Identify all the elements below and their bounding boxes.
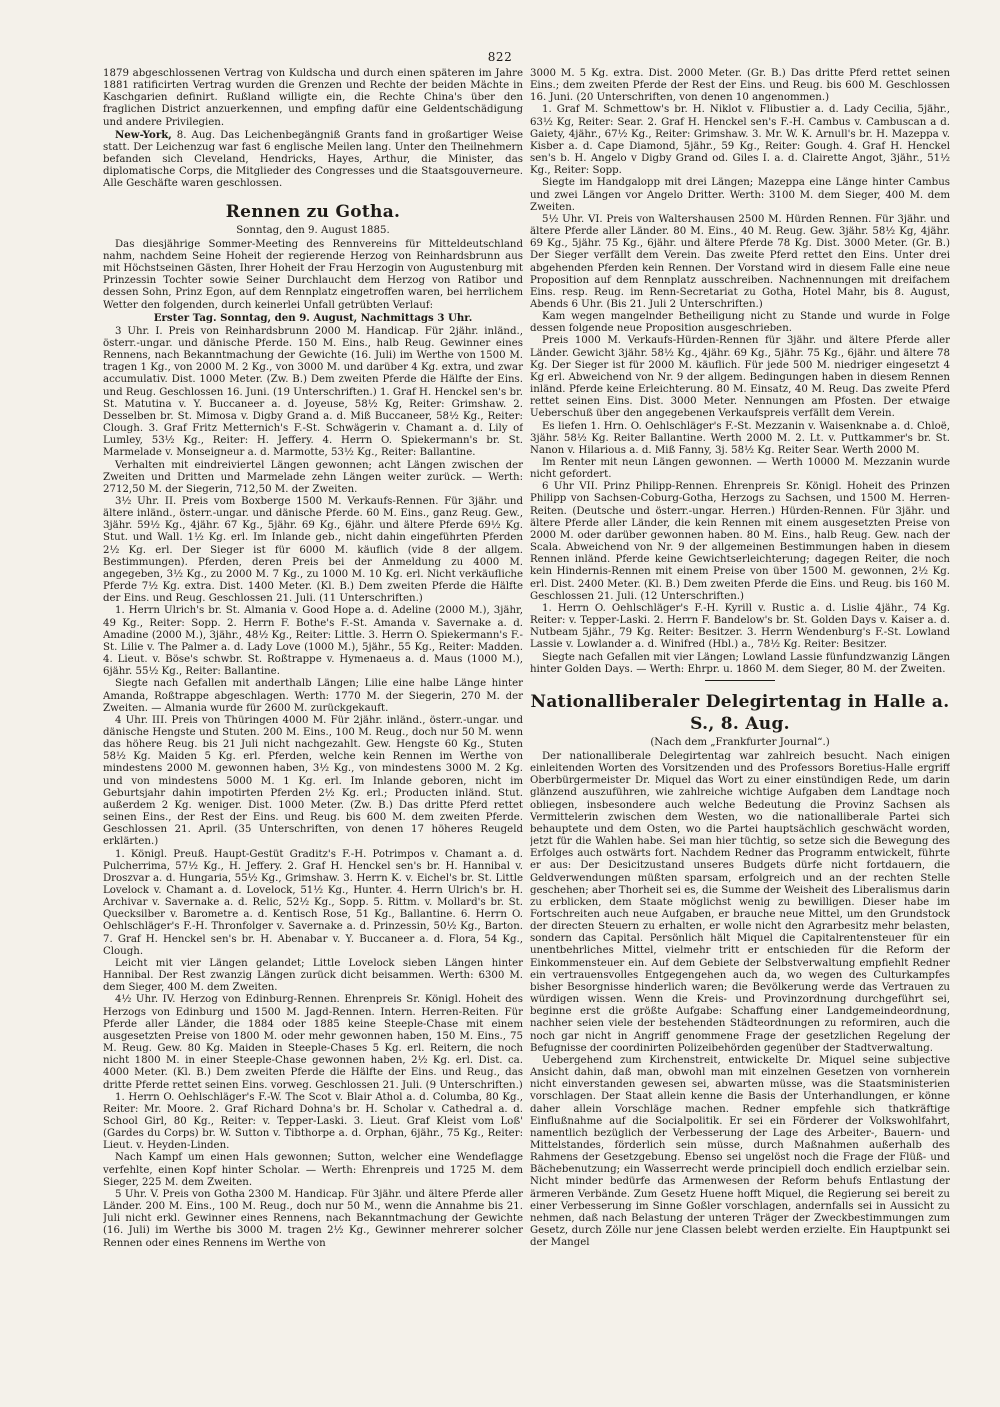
news-item-new-york <box>103 129 523 191</box>
nl-paragraph-1: Der nationalliberale Delegirtentag war zahlreich besucht. Nach einigen einleitenden Worten des Vorsitzenden und des Professors Boretius-Halle ergriff Oberbürgermeister Dr. Miquel das Wort zu einer einstündigen Rede, um darin glänzend auszuführen, wie zahlreiche wichtige Aufgaben dem Landtage noch obliegen, insbesondere auch welche Bedeutung die Provinz Sachsen als Vermittelerin zwischen dem Westen, wo die nationalliberale Partei sich behauptete und dem Osten, wo die Partei hauptsächlich geschwächt worden, jetzt für die Wahlen habe. Sei man hier tüchtig, so setze sich die Bewegung des Erfolges auch ostwärts fort. Nachdem Redner das Programm entwickelt, führte er aus: Der Desicitzustand unseres Budgets dürfe nicht fortdauern, die Geldverwendungen müßten sparsam, erfolgreich und an der rechten Stelle geschehen; aber Thorheit sei es, die Summe der Weisheit des Liberalismus darin zu erblicken, dem Staate möglichst wenig zu bewilligen. Dieser habe im Fortschreiten auch neue Aufgaben, er brauche neue Mittel, um den Grundstock der directen Steuern zu erhalten, er wolle nicht den Agrarbesitz mehr belasten, sondern das Capital. Persönlich hält Miquel die Capitalrentensteuer für ein unentbehrliches Mittel, vielmehr tritt er entschieden für die Reform der Einkommensteuer ein. Auf dem Gebiete der Selbstverwaltung empfiehlt Redner ein vertrauensvolles Entgegengehen auch da, wo wegen des Culturkampfes bisher Besorgnisse hinderlich waren; die Bevölkerung werde das Vertrauen zu würdigen wissen. Wenn die Kreis- und Provinzordnung durchgeführt sei, beginne erst die größte Aufgabe: Schaffung einer Landgemeindeordnung, nachher seien viele der bestehenden Städteordnungen zu reformiren, auch die noch gar nicht in Angriff genommene Frage der gesetzlichen Regelung der Befugnisse der coordinirten Polizeibehörden gegenüber der Stadtverwaltung. <box>530 750 950 1054</box>
dateline-new-york: New-York, <box>115 128 172 141</box>
race-5-conditions: 5 Uhr. V. Preis von Gotha 2300 M. Handicap. Für 3jähr. und ältere Pferde aller Länder. 200 M. Eins., 100 M. Reug., doch nur 50 M., wenn die Annahme bis 21. Juli nicht erkl. Gewinner eines Rennens, nach Bekanntmachung der Gewichte (16. Juli) im Werthe bis 3000 M. tragen 2½ Kg., Gewinner mehrerer solcher Rennen oder eines Rennens im Werthe von <box>103 1188 523 1249</box>
race-3-conditions: 4 Uhr. III. Preis von Thüringen 4000 M. Für 2jähr. inländ., österr.-ungar. und dänische Hengste und Stuten. 200 M. Eins., 100 M. Reug., doch nur 50 M. wenn das höhere Reug. bis 21 Juli nicht nachgezahlt. Gew. Hengste 60 Kg., Stuten 58½ Kg. Maiden 5 Kg. erl. Pferden, welche kein Rennen im Werthe von mindestens 2000 M. gewonnen haben, 3½ Kg., von mindestens 3000 M. 2 Kg. und von mindestens 5000 M. 1 Kg. erl. Im Inlande geboren, nicht im Geburtsjahr dahin impotirten Pferden 2½ Kg. erl.; Producten inländ. Stut. außerdem 2 Kg. weniger. Dist. 1000 Meter. (Zw. B.) Das dritte Pferd rettet seinen Eins., der Rest der Eins. und Reug. bis 600 M. dem zweiten Pferde. Geschlossen 21. April. (35 Unterschriften, von denen 17 höheres Reugeld erklärten.) <box>103 714 523 848</box>
race-3-result: Leicht mit vier Längen gelandet; Little Lovelock sieben Längen hinter Hannibal. Der Rest zwanzig Längen zurück dicht beisammen. Werth: 6300 M. dem Sieger, 400 M. dem Zweiten. <box>103 957 523 994</box>
race-1-conditions: 3 Uhr. I. Preis von Reinhardsbrunn 2000 M. Handicap. Für 2jähr. inländ., österr.-ungar. und dänische Pferde. 150 M. Eins., halb Reug. Gewinner eines Rennens, nach Bekanntmachung der Gewichte (16. Juli) im Werthe von 1500 M. tragen 1 Kg., von 2000 M. 2 Kg., von 3000 M. und darüber 4 Kg. extra, und zwar accumulativ. Dist. 1000 Meter. (Zw. B.) Dem zweiten Pferde die Hälfte der Eins. und Reug. Geschlossen 16. Juni. (19 Unterschriften.) 1. Graf H. Henckel sen's br. St. Matutina v. Y. Buccaneer a. d. Joyeuse, 58½ Kg, Reiter: Grimshaw. 2. Desselben br. St. Mimosa v. Digby Grand a. d. Miß Buccaneer, 58½ Kg., Reiter: Clough. 3. Graf Fritz Metternich's F.-St. Schwägerin v. Chamant a. d. Lily of Lumley, 53½ Kg., Reiter: H. Jeffery. 4. Herrn O. Spiekermann's br. St. Marmelade v. Monseigneur a. d. Marmotte, 53½ Kg., Reiter: Ballantine. <box>103 325 523 459</box>
race-6b-result: Im Renter mit neun Längen gewonnen. — Werth 10000 M. Mezzanin wurde nicht gefordert. <box>530 457 950 481</box>
race-2-result: Siegte nach Gefallen mit anderthalb Längen; Lilie eine halbe Länge hinter Amanda, Roßtrappe abgeschlagen. Werth: 1770 M. der Siegerin, 270 M. der Zweiten. — Almania wurde für 2600 M. zurückgekauft. <box>103 678 523 714</box>
race-1-result: Verhalten mit eindreiviertel Längen gewonnen; acht Längen zwischen der Zweiten und Dritten und Marmelade zehn Längen weiter zurück. — Werth: 2712,50 M. der Siegerin, 712,50 M. der Zweiten. <box>103 459 523 495</box>
race-6b-conditions: Preis 1000 M. Verkaufs-Hürden-Rennen für 3jähr. und ältere Pferde aller Länder. Gewicht 3jähr. 58½ Kg., 4jähr. 69 Kg., 5jähr. 75 Kg., 6jähr. und ältere 78 Kg. Der Sieger ist für 2000 M. käuflich. Für jede 500 M. niedriger eingesetzt 4 Kg erl. Abweichend von Nr. 9 der allgem. Bedingungen haben in diesem Rennen inländ. Pferde keine Erleichterung. 80 M. Einsatz, 40 M. Reug. Das zweite Pferd rettet seinen Eins. Dist. 3000 Meter. Nennungen am Pfosten. Der etwaige Ueberschuß über den angegebenen Verkaufspreis verfällt dem Verein. <box>530 335 950 420</box>
race-4-conditions: 4½ Uhr. IV. Herzog von Edinburg-Rennen. Ehrenpreis Sr. Königl. Hoheit des Herzogs von Edinburg und 1500 M. Jagd-Rennen. Intern. Herren-Reiten. Für Pferde aller Länder, die 1884 oder 1885 keine Steeple-Chase mit einem ausgesetzten Preise von 1800 M. oder mehr gewonnen haben, 150 M. Eins., 75 M. Reug. Gew. 80 Kg. Maiden in Steeple-Chases 5 Kg. erl. Reitern, die noch nicht 1800 M. in einer Steeple-Chase gewonnen haben, 2½ Kg. erl. Dist. ca. 4000 Meter. (Kl. B.) Dem zweiten Pferde die Hälfte der Eins. und Reug., das dritte Pferde rettet seinen Eins. vorweg. Geschlossen 21. Juli. (9 Unterschriften.) <box>103 994 523 1091</box>
race-2-field: 1. Herrn Ulrich's br. St. Almania v. Good Hope a. d. Adeline (2000 M.), 3jähr, 49 Kg., Reiter: Sopp. 2. Herrn F. Bothe's F.-St. Amanda v. Savernake a. d. Amadine (2000 M.), 3jähr., 48½ Kg., Reiter: Little. 3. Herrn O. Spiekermann's F.-St. Lilie v. The Palmer a. d. Lady Love (1000 M.), 5jähr., 55 Kg., Reiter: Madden. 4. Lieut. v. Böse's schwbr. St. Roßtrappe v. Hymenaeus a. d. Maus (1000 M.), 6jähr. 55½ Kg., Reiter: Ballantine. <box>103 605 523 678</box>
race-7-result: Siegte nach Gefallen mit vier Längen; Lowland Lassie fünfundzwanzig Längen hinter Golden Days. — Werth: Ehrpr. u. 1860 M. dem Sieger, 80 M. der Zweiten. <box>530 651 950 675</box>
section-date: Sonntag, den 9. August 1885. <box>236 224 390 236</box>
news-text-new-york: 8. Aug. Das Leichenbegängniß Grants fand in großartiger Weise statt. Der Leichenzug war fast 6 englische Meilen lang. Unter den Theilnehmern befanden sich Cleveland, Hendricks, Hayes, Arthur, die Minister, das diplomatische Corps, die Mitglieder des Congresses und die Staatsgouverneure. Alle Geschäfte waren geschlossen. <box>103 129 523 190</box>
left-column <box>103 68 523 1368</box>
race-3-field: 1. Königl. Preuß. Haupt-Gestüt Graditz's F.-H. Potrimpos v. Chamant a. d. Pulcherrima, 57½ Kg., H. Jeffery. 2. Graf H. Henckel sen's br. H. Hannibal v. Droszvar a. d. Hungaria, 55½ Kg., Grimshaw. 3. Herrn K. v. Eichel's br. St. Little Lovelock v. Chamant a. d. Lovelock, 51½ Kg., Hunter. 4. Herrn Ulrich's br. H. Archivar v. Savernake a. d. Relic, 52½ Kg., Sopp. 5. Rittm. v. Mollard's br. St. Quecksilber v. Barometre a. d. Kentisch Rose, 51 Kg., Ballantine. 6. Herrn O. Oehlschläger's F.-H. Thronfolger v. Savernake a. d. Prinzessin, 50½ Kg., Barton. 7. Graf H. Henckel sen's br. H. Abenabar v. Y. Buccaneer a. d. Flora, 54 Kg., Clough. <box>103 848 523 957</box>
day-heading: Erster Tag. Sonntag, den 9. August, Nachmittags 3 Uhr. <box>153 311 473 324</box>
article-continuation: 1879 abgeschlossenen Vertrag von Kuldscha und durch einen späteren im Jahre 1881 ratificirten Vertrag wurden die Grenzen und Rechte der beiden Mächte in Kaschgarien definirt. Rußland willigte ein, die Rechte China's über den fraglichen District anzuerkennen, und empfing dafür eine Geldentschädigung und andere Privilegien. <box>103 68 523 128</box>
race-4-field: 1. Herrn O. Oehlschläger's F.-W. The Scot v. Blair Athol a. d. Columba, 80 Kg., Reiter: Mr. Moore. 2. Graf Richard Dohna's br. H. Scholar v. Cathedral a. d. School Girl, 80 Kg., Reiter: v. Tepper-Laski. 3. Lieut. Graf Kleist vom Loß' (Gardes du Corps) br. W. Sutton v. Tibthorpe a. d. Orphan, 6jähr., 75 Kg., Reiter: Lieut. v. Heyden-Linden. <box>103 1091 523 1152</box>
section-title-nationalliberal: Nationalliberaler Delegirtentag in Halle a. S., 8. Aug. <box>530 691 950 734</box>
race-meeting-intro: Das diesjährige Sommer-Meeting des Rennvereins für Mitteldeutschland nahm, nachdem Seine Hoheit der regierende Herzog von Reinhardsbrunn aus mit Höchstseinen Gästen, Ihrer Hoheit der Frau Herzogin von Augustenburg mit Prinzessin Tochter sowie Seiner Durchlaucht dem Herzog von Ratibor und dessen Sohn, Prinz Egon, auf dem Rennplatz eingetroffen waren, bei herrlichem Wetter den folgenden, durch keinerlei Unfall getrübten Verlauf: <box>103 238 523 311</box>
section-source: (Nach dem „Frankfurter Journal“.) <box>650 736 830 748</box>
right-column <box>530 68 950 1368</box>
section-divider <box>705 680 775 681</box>
race-2-conditions: 3½ Uhr. II. Preis vom Boxberge 1500 M. Verkaufs-Rennen. Für 3jähr. und ältere inländ., österr.-ungar. und dänische Pferde. 60 M. Eins., ganz Reug. Gew., 3jähr. 59½ Kg., 4jähr. 67 Kg., 5jähr. 69 Kg., 6jähr. und ältere Pferde 69½ Kg. Stut. und Wall. 1½ Kg. erl. Im Inlande geb., nicht dahin eingeführten Pferden 2½ Kg. erl. Der Sieger ist für 6000 M. käuflich (vide 8 der allgem. Bestimmungen). Pferden, deren Preis bei der Anmeldung zu 4000 M. angegeben, 3½ Kg., zu 2000 M. 7 Kg., zu 1000 M. 10 Kg. erl. Nicht verkäufliche Pferde 7½ Kg. extra. Dist. 1400 Meter. (Kl. B.) Dem zweiten Pferde die Hälfte der Eins. und Reug. Geschlossen 21. Juli. (11 Unterschriften.) <box>103 496 523 605</box>
race-6-result: Kam wegen mangelnder Betheiligung nicht zu Stande und wurde in Folge dessen folgende neue Proposition ausgeschrieben. <box>530 311 950 335</box>
race-4-result: Nach Kampf um einen Hals gewonnen; Sutton, welcher eine Wendeflagge verfehlte, einen Kopf hinter Scholar. — Werth: Ehrenpreis und 1725 M. dem Sieger, 225 M. dem Zweiten. <box>103 1152 523 1188</box>
page-number: 822 <box>487 50 513 64</box>
race-5-field: 1. Graf M. Schmettow's br. H. Niklot v. Flibustier a. d. Lady Cecilia, 5jähr., 63½ Kg, Reiter: Sear. 2. Graf H. Henckel sen's F.-H. Cambus v. Cambuscan a d. Gaiety, 4jähr., 67½ Kg., Reiter: Grimshaw. 3. Mr. W. K. Arnull's br. H. Mazeppa v. Kisber a. d. Cape Diamond, 5jähr., 59 Kg., Reiter: Gough. 4. Graf H. Henckel sen's b. H. Angelo v Digby Grand od. Giles I. a. d. Clairette Angot, 3jähr., 51½ Kg., Reiter: Sopp. <box>530 104 950 177</box>
race-5-conditions-cont: 3000 M. 5 Kg. extra. Dist. 2000 Meter. (Gr. B.) Das dritte Pferd rettet seinen Eins.; dem zweiten Pferde der Rest der Eins. und Reug. bis 600 M. Geschlossen 16. Juni. (20 Unterschriften, von denen 10 angenommen.) <box>530 68 950 104</box>
race-5-result: Siegte im Handgalopp mit drei Längen; Mazeppa eine Länge hinter Cambus und zwei Längen vor Angelo Dritter. Werth: 3100 M. dem Sieger, 400 M. dem Zweiten. <box>530 177 950 213</box>
nl-paragraph-2: Uebergehend zum Kirchenstreit, entwickelte Dr. Miquel seine subjective Ansicht dahin, daß man, obwohl man mit einzelnen Gesetzen von vornherein nicht einverstanden gewesen sei, abwarten müsse, was die Staatsministerien vorschlagen. Der Staat allein kenne die Basis der Unterhandlungen, er könne daher allein Vorschläge machen. Redner empfehle sich thatkräftige Einflußnahme auf die Socialpolitik. Er sei ein Förderer der Volkswohlfahrt, namentlich bezüglich der Verbesserung der Lage des Arbeiter-, Bauern- und Mittelstandes, förderlich sein müsse, durch Maßnahmen außerhalb des Rahmens der Gesetzgebung. Ebenso sei ungelöst noch die Frage der Flüß- und Bächebenutzung; ein Wasserrecht werde principiell doch endlich erzielbar sein. Nicht minder bedürfe das Armenwesen der Reform behufs Entlastung der ärmeren Verbände. Zum Gesetz Huene hofft Miquel, die Regierung sei bereit zu einer Verbesserung im Sinne Goßler vorschlagen, andernfalls sei in Aussicht zu nehmen, daß nach Belastung der unteren Träger der Zweckbestimmungen zum Gesetz, durch Zölle nur jene Classen belebt werden erzielte. Ein Hauptpunkt sei der Mangel <box>530 1054 950 1249</box>
race-6b-field: Es liefen 1. Hrn. O. Oehlschläger's F.-St. Mezzanin v. Waisenknabe a. d. Chloë, 3jähr. 58½ Kg. Reiter Ballantine. Werth 2000 M. 2. Lt. v. Puttkammer's br. St. Nanon v. Hilarious a. d. Miß Fanny, 3j. 58½ Kg. Reiter Sear. Werth 2000 M. <box>530 420 950 456</box>
section-title-rennen: Rennen zu Gotha. <box>225 201 401 222</box>
race-7-conditions: 6 Uhr VII. Prinz Philipp-Rennen. Ehrenpreis Sr. Königl. Hoheit des Prinzen Philipp von Sachsen-Coburg-Gotha, Herzogs zu Sachsen, und 1500 M. Herren-Reiten. (Deutsche und österr.-ungar. Herren.) Hürden-Rennen. Für 3jähr. und ältere Pferde aller Länder, die kein Rennen mit einem ausgesetzten Preise von 2000 M. oder darüber gewonnen haben. 80 M. Eins., halb Reug. Gew. nach der Scala. Abweichend von Nr. 9 der allgemeinen Bestimmungen haben in diesem Rennen inländ. Pferde keine Gewichtserleichterung; dagegen Reiter, die noch kein Hindernis-Rennen mit einem Preise von über 1500 M. gewonnen, 2½ Kg. erl. Dist. 2400 Meter. (Kl. B.) Dem zweiten Pferde die Eins. und Reug. bis 160 M. Geschlossen 21. Juli. (12 Unterschriften.) <box>530 481 950 602</box>
race-6-conditions: 5½ Uhr. VI. Preis von Waltershausen 2500 M. Hürden Rennen. Für 3jähr. und ältere Pferde aller Länder. 80 M. Eins., 40 M. Reug. Gew. 3jähr. 58½ Kg, 4jähr. 69 Kg., 5jähr. 75 Kg., 6jähr. und ältere Pferde 78 Kg. Dist. 3000 Meter. (Gr. B.) Der Sieger verfällt dem Verein. Das zweite Pferd rettet den Eins. Unter drei abgehenden Pferden kein Rennen. Der Vorstand wird in diesem Falle eine neue Proposition auf dem Rennplatz ausschreiben. Nachnennungen mit dreifachem Eins. resp. Reug. im Renn-Secretariat zu Gotha, Hotel Mahr, bis 8. August, Abends 6 Uhr. (Bis 21. Juli 2 Unterschriften.) <box>530 213 950 310</box>
race-7-field: 1. Herrn O. Oehlschläger's F.-H. Kyrill v. Rustic a. d. Lislie 4jähr., 74 Kg. Reiter: v. Tepper-Laski. 2. Herrn F. Bandelow's br. St. Golden Days v. Kaiser a. d. Nutbeam 5jähr., 79 Kg. Reiter: Besitzer. 3. Herrn Wendenburg's F.-St. Lowland Lassie v. Lowlander a. d. Winifred (Hbl.) a., 78½ Kg. Reiter: Besitzer. <box>530 602 950 651</box>
